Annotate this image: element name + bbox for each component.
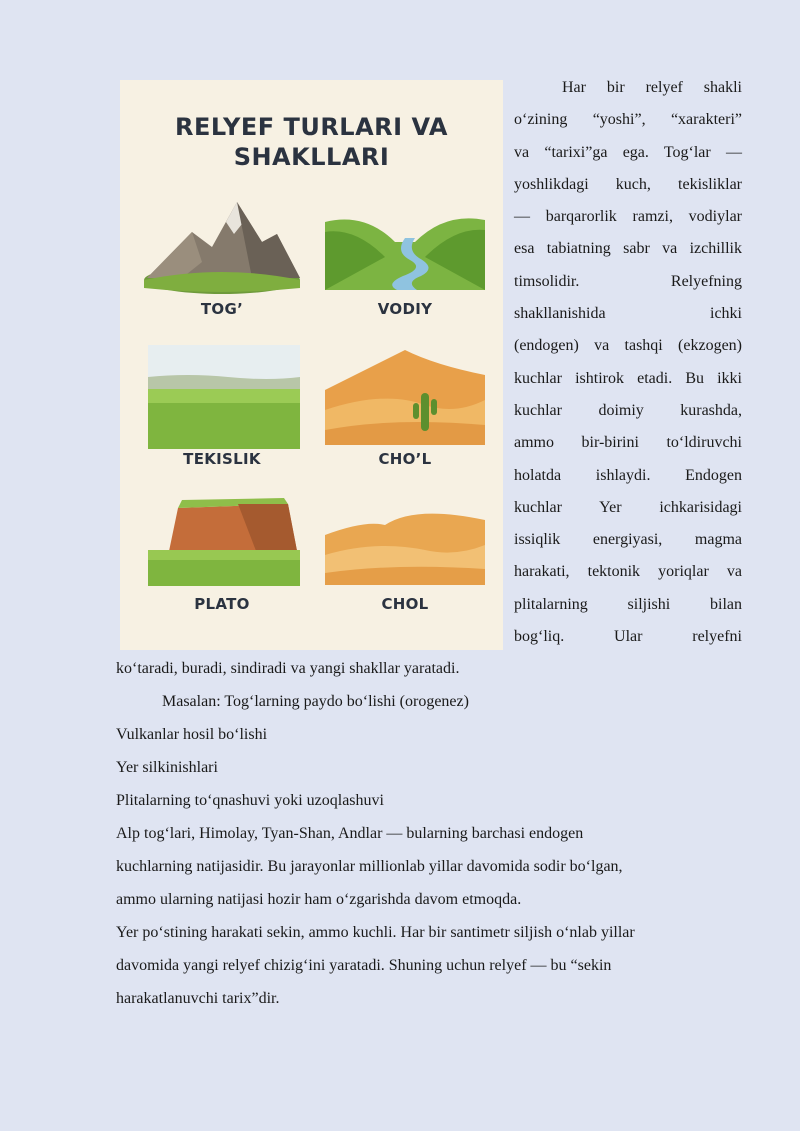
text-line: holatda ishlaydi. Endogen [514, 466, 742, 484]
text-line: kuchlar ishtirok etadi. Bu ikki [514, 369, 742, 387]
text-line: va “tarixi”ga ega. Tog‘lar — [514, 143, 742, 161]
text-line: Har bir relyef shakli [562, 79, 742, 96]
text-line: harakatlanuvchi tarix”dir. [116, 990, 280, 1007]
figure-title-line-1: RELYEF TURLARI VA [175, 113, 448, 141]
relief-types-figure [120, 80, 503, 650]
tile-label-desert: CHO’L [378, 450, 432, 468]
text-line: o‘zining “yoshi”, “xarakteri” [514, 111, 742, 129]
text-line: harakati, tektonik yoriqlar va [514, 563, 742, 581]
text-line: (endogen) va tashqi (ekzogen) [514, 337, 742, 355]
text-line: davomida yangi relyef chizig‘ini yaratadi. Shuning uchun relyef — bu “sekin [116, 957, 612, 974]
text-line: Yer silkinishlari [116, 759, 218, 776]
text-line: Alp tog‘lari, Himolay, Tyan-Shan, Andlar — bularning barchasi endogen [116, 825, 584, 842]
text-line: yoshlikdagi kuch, tekisliklar [514, 175, 742, 193]
tile-label-plateau: PLATO [194, 595, 250, 613]
text-line: kuchlar doimiy kurashda, [514, 401, 742, 419]
figure-title [120, 112, 503, 172]
plain-icon [148, 345, 308, 455]
text-line: ko‘taradi, buradi, sindiradi va yangi shakllar yaratadi. [116, 660, 460, 677]
plateau-icon [148, 490, 308, 600]
tile-label-valley: VODIY [377, 300, 433, 318]
text-line: ammo ularning natijasi hozir ham o‘zgarishda davom etmoqda. [116, 891, 522, 908]
text-line: kuchlarning natijasidir. Bu jarayonlar millionlab yillar davomida sodir bo‘lgan, [116, 858, 623, 875]
text-line: Plitalarning to‘qnashuvi yoki uzoqlashuvi [116, 792, 384, 809]
tile-label-plain: TEKISLIK [183, 450, 261, 468]
tile-label-mountain: TOG’ [200, 300, 244, 318]
text-line: plitalarning siljishi bilan [514, 595, 742, 613]
figure-title-line-2: SHAKLLARI [233, 143, 390, 171]
wrapped-paragraph [514, 72, 742, 653]
text-line: Vulkanlar hosil bo‘lishi [116, 726, 268, 743]
tile-label-dunes: CHOL [381, 595, 429, 613]
text-line: esa tabiatning sabr va izchillik [514, 240, 742, 258]
valley-icon [325, 202, 485, 312]
text-line: Masalan: Tog‘larning paydo bo‘lishi (orogenez) [162, 693, 469, 710]
text-line: Yer po‘stining harakati sekin, ammo kuchli. Har bir santimetr siljish o‘nlab yillar [116, 924, 635, 941]
text-line: bog‘liq. Ular relyefni [514, 628, 742, 646]
text-line: timsolidir. Relyefning [514, 272, 742, 290]
mountain-icon [142, 192, 302, 302]
text-line: issiqlik energiyasi, magma [514, 531, 742, 549]
desert-icon [325, 345, 485, 455]
text-line: ammo bir-birini to‘ldiruvchi [514, 434, 742, 452]
text-line: — barqarorlik ramzi, vodiylar [514, 208, 742, 226]
text-line: shakllanishida ichki [514, 305, 742, 323]
text-line: kuchlar Yer ichkarisidagi [514, 498, 742, 516]
